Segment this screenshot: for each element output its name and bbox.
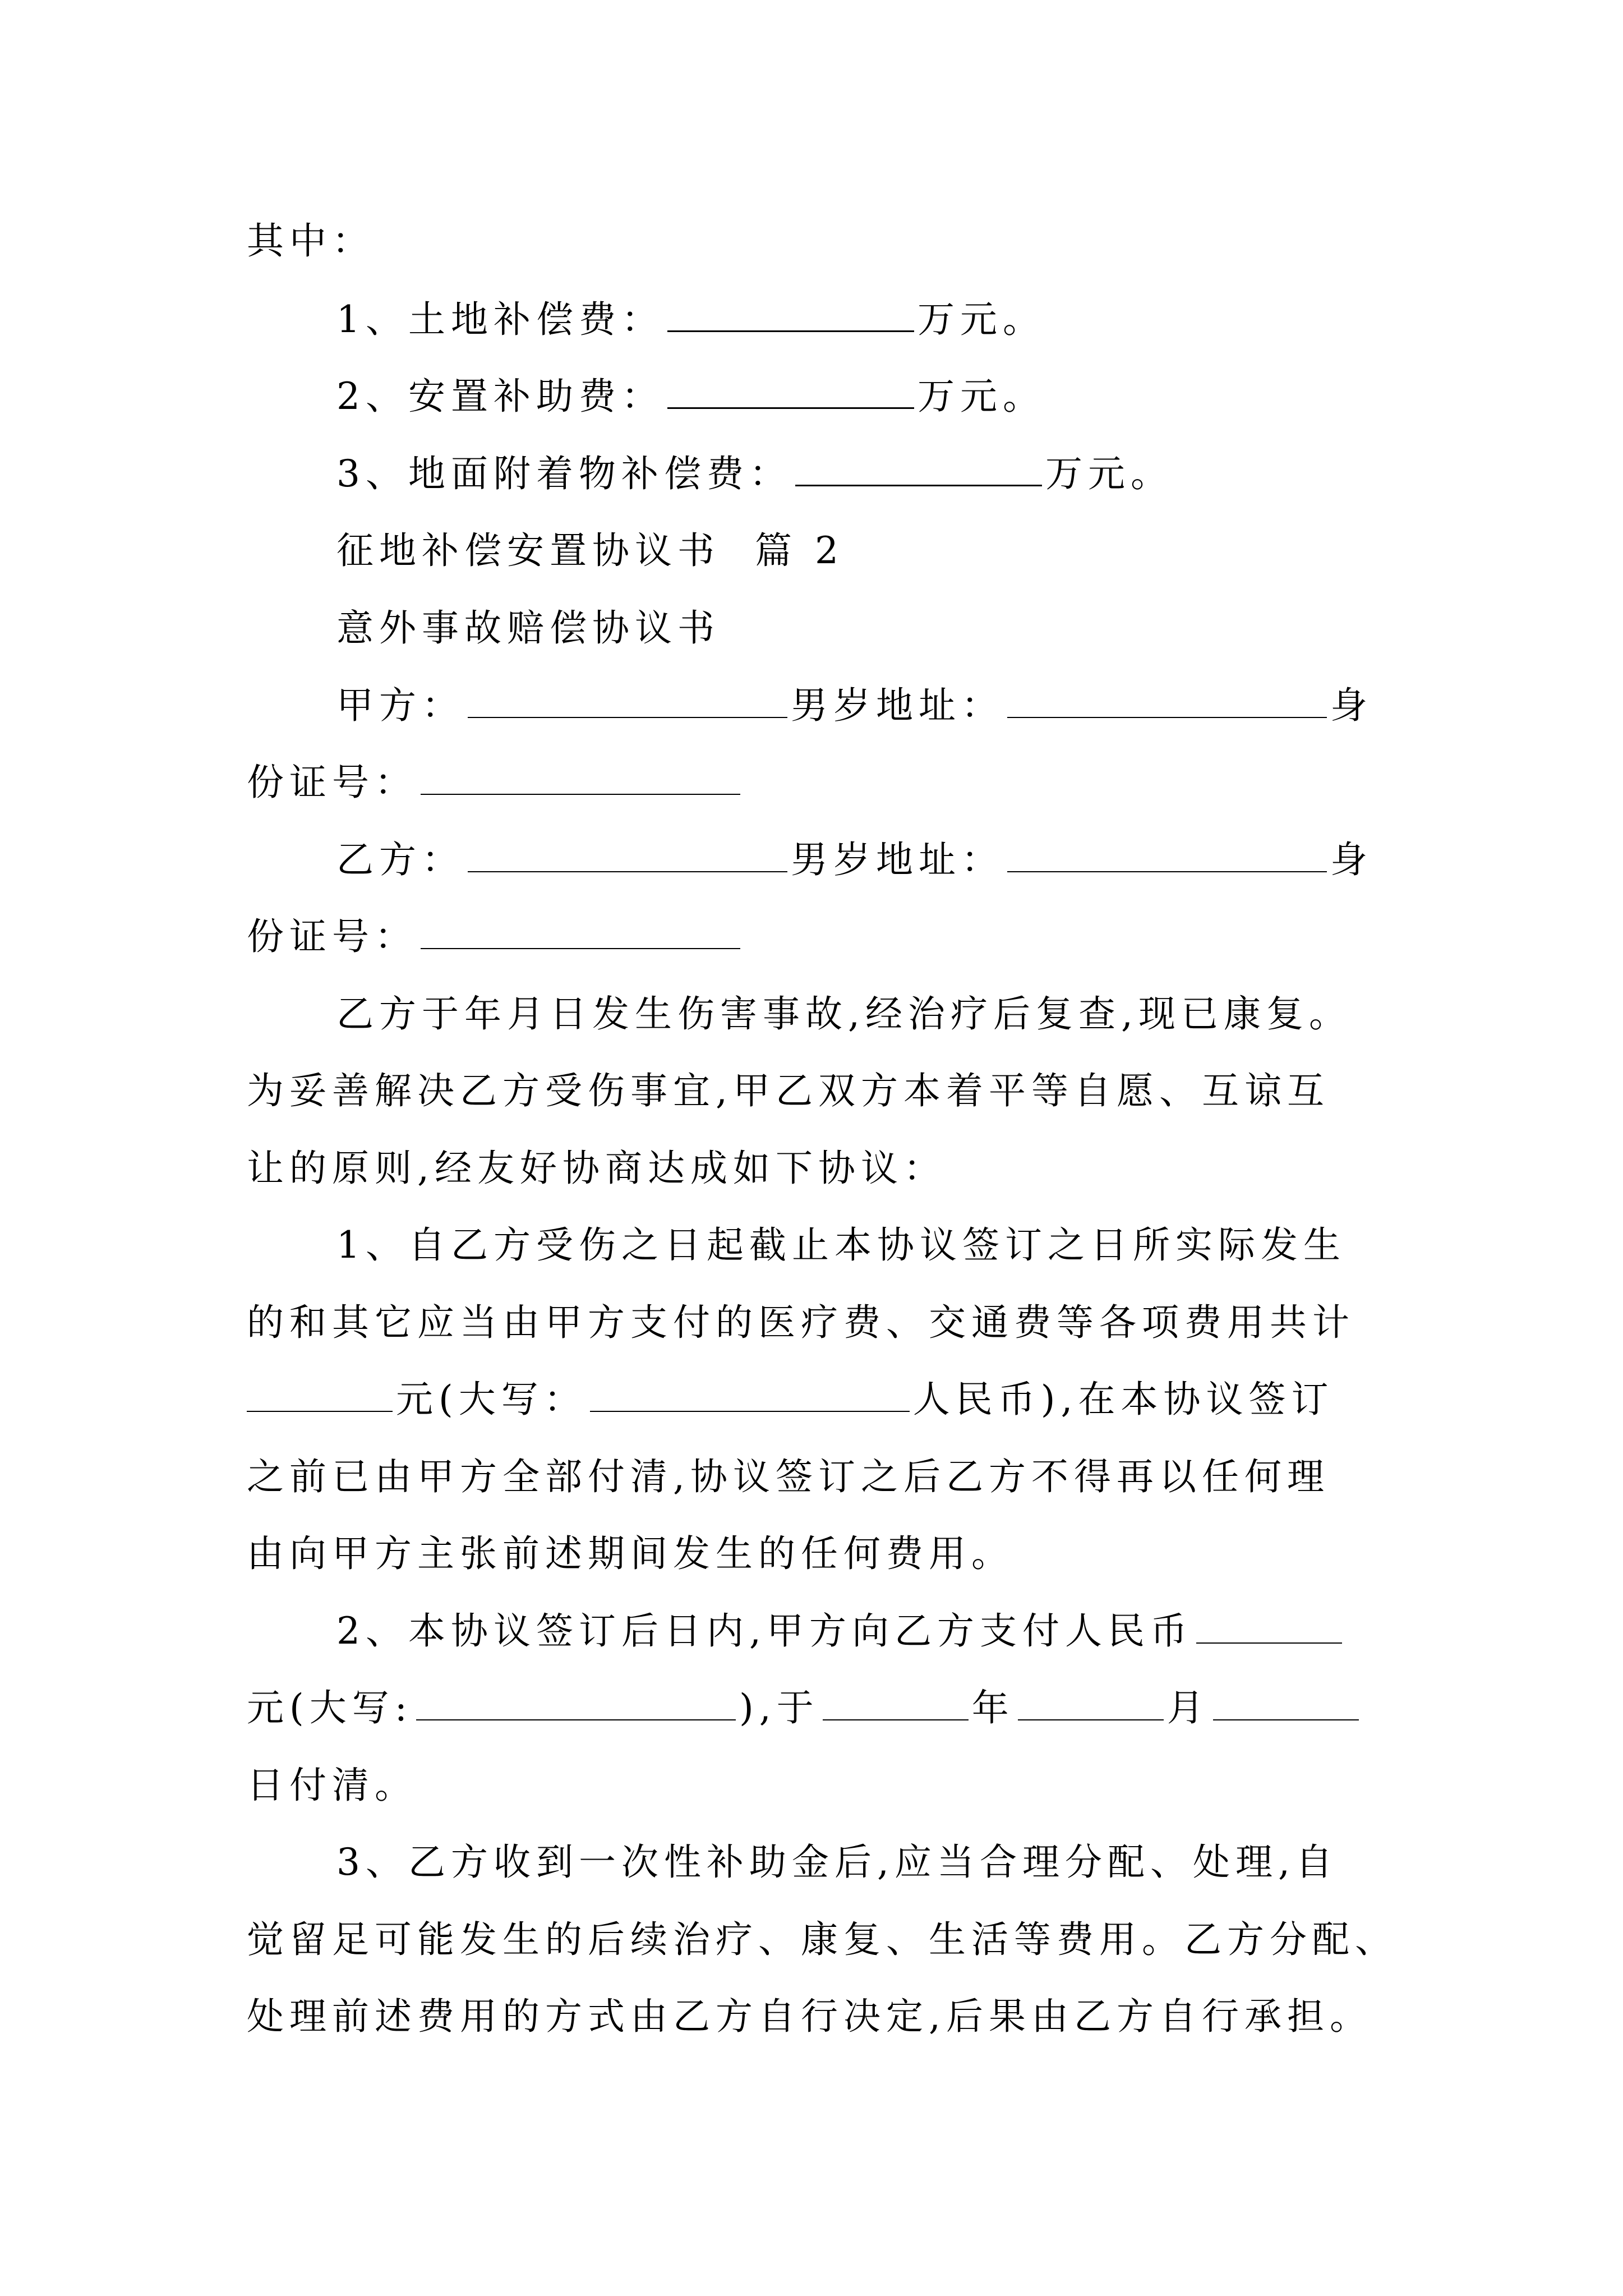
party-b-id-line: 份证号： — [247, 914, 744, 959]
fill-blank — [416, 1714, 736, 1720]
party-b-line: 乙方： 男岁地址： 身 — [336, 838, 1373, 881]
agreement-title: 意外事故赔偿协议书 — [336, 606, 720, 650]
clause-2-line: 元(大写: ),于 年 月 — [247, 1686, 1362, 1731]
clause-3-line: 觉留足可能发生的后续治疗、康复、生活等费用。乙方分配、 — [247, 1918, 1398, 1961]
section-title: 征地补偿安置协议书 篇 2 — [336, 529, 844, 572]
clause-1-line: 1、自乙方受伤之日起截止本协议签订之日所实际发生 — [336, 1223, 1346, 1267]
fill-blank — [795, 479, 1042, 486]
paragraph-line: 让的原则,经友好协商达成如下协议： — [247, 1147, 946, 1190]
fill-blank — [823, 1714, 969, 1720]
clause-3-line: 3、乙方收到一次性补助金后,应当合理分配、处理,自 — [336, 1841, 1338, 1884]
fill-blank — [1018, 1714, 1164, 1720]
fill-blank — [1196, 1637, 1342, 1644]
fill-blank — [421, 788, 740, 795]
clause-1-line: 的和其它应当由甲方支付的医疗费、交通费等各项费用共计 — [247, 1301, 1355, 1344]
fill-blank — [667, 402, 914, 409]
clause-2-line: 日付清。 — [247, 1764, 417, 1807]
clause-2-line: 2、本协议签订后日内,甲方向乙方支付人民币 — [336, 1609, 1345, 1654]
party-a-line: 甲方： 男岁地址： 身 — [336, 684, 1373, 727]
fill-blank — [421, 942, 740, 949]
paragraph-line: 为妥善解决乙方受伤事宜,甲乙双方本着平等自愿、互谅互 — [247, 1069, 1330, 1112]
fee-item: 1、土地补偿费： 万元。 — [336, 298, 1045, 341]
clause-1-line: 元(大写： 人民币),在本协议签订 — [247, 1377, 1334, 1422]
paragraph-line: 乙方于年月日发生伤害事故,经治疗后复查,现已康复。 — [336, 992, 1352, 1036]
fill-blank — [247, 1405, 393, 1412]
fee-item: 2、安置补助费： 万元。 — [336, 375, 1045, 418]
fill-blank — [1007, 711, 1327, 718]
clause-1-line: 由向甲方主张前述期间发生的任何费用。 — [247, 1532, 1014, 1575]
fill-blank — [468, 866, 787, 872]
fill-blank — [1007, 866, 1327, 872]
fill-blank — [667, 325, 914, 332]
intro-text: 其中： — [247, 219, 375, 263]
party-a-id-line: 份证号： — [247, 760, 744, 805]
fill-blank — [590, 1405, 910, 1412]
clause-1-line: 之前已由甲方全部付清,协议签订之后乙方不得再以任何理 — [247, 1455, 1330, 1498]
fill-blank — [1213, 1714, 1359, 1720]
clause-3-line: 处理前述费用的方式由乙方自行决定,后果由乙方自行承担。 — [247, 1995, 1372, 2038]
fee-item: 3、地面附着物补偿费： 万元。 — [336, 452, 1173, 495]
fill-blank — [468, 711, 787, 718]
